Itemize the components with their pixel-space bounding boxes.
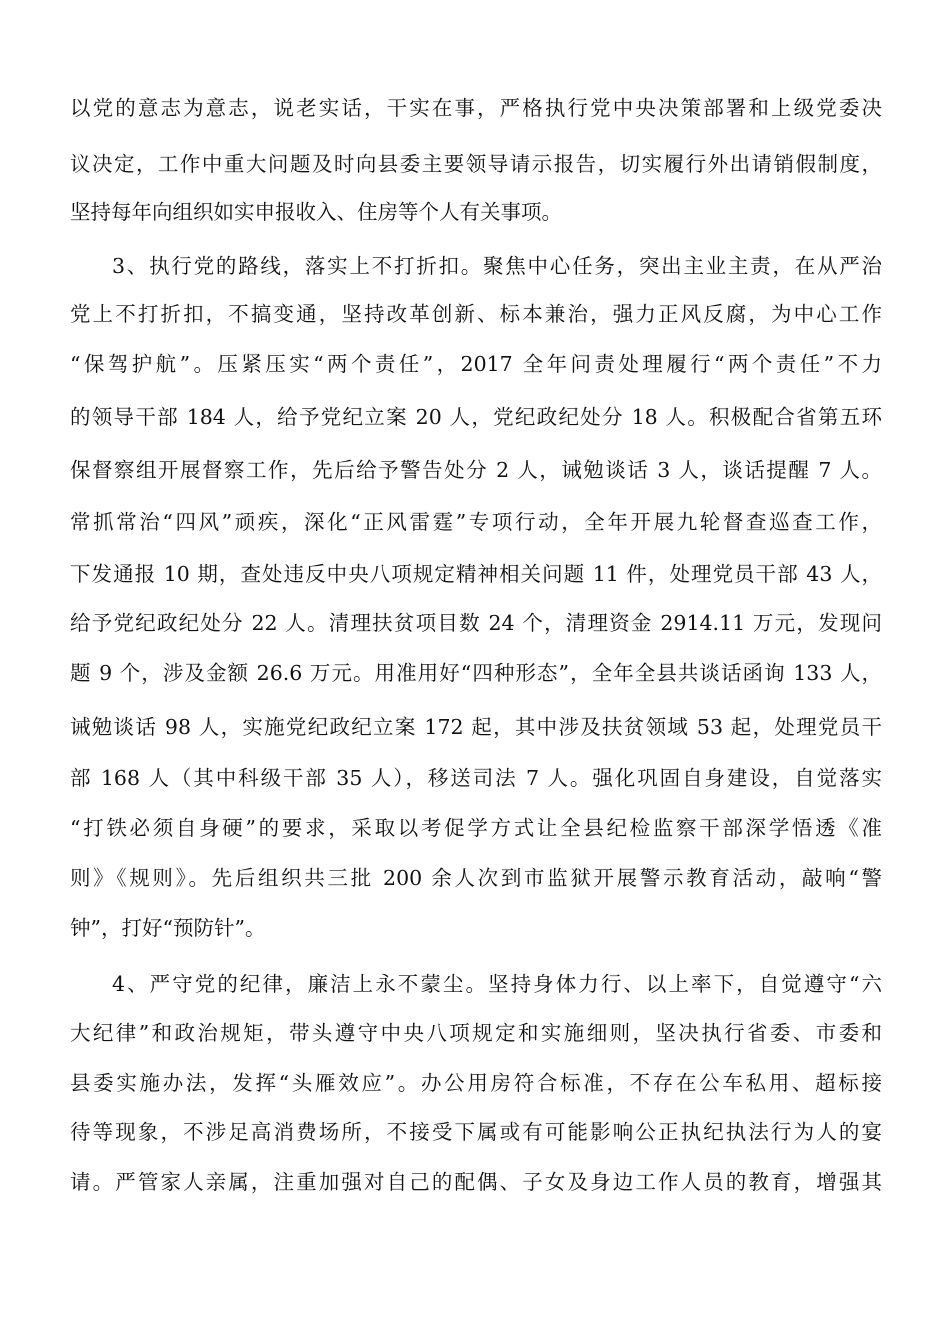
text-line: 议决定，工作中重大问题及时向县委主要领导请示报告，切实履行外出请销假制度， — [70, 152, 882, 176]
text-line: “打铁必须自身硬”的要求，采取以考促学方式让全县纪检监察干部深学悟透《准 — [70, 816, 882, 840]
text-line: 下发通报 10 期，查处违反中央八项规定精神相关问题 11 件，处理党员干部 43 人， — [70, 562, 882, 586]
text-line: 党上不打折扣，不搞变通，坚持改革创新、标本兼治，强力正风反腐，为中心工作 — [70, 302, 882, 326]
text-line: 常抓常治“四风”顽疾，深化“正风雷霆”专项行动，全年开展九轮督查巡查工作， — [70, 510, 882, 534]
text-line: 坚持每年向组织如实申报收入、住房等个人有关事项。 — [70, 200, 562, 224]
paragraph-4-first-line: 4、严守党的纪律，廉洁上永不蒙尘。坚持身体力行、以上率下，自觉遵守“六 — [112, 972, 882, 996]
text-line: 待等现象，不涉足高消费场所，不接受下属或有可能影响公正执纪执法行为人的宴 — [70, 1120, 882, 1144]
text-line: 县委实施办法，发挥“头雁效应”。办公用房符合标准，不存在公车私用、超标接 — [70, 1071, 882, 1095]
text-line: 给予党纪政纪处分 22 人。清理扶贫项目数 24 个，清理资金 2914.11 万元，发现问 — [70, 611, 882, 635]
text-line: 钟”，打好“预防针”。 — [70, 916, 266, 940]
text-line: 的领导干部 184 人，给予党纪立案 20 人，党纪政纪处分 18 人。积极配合省第五环 — [70, 405, 882, 429]
text-line: 部 168 人（其中科级干部 35 人），移送司法 7 人。强化巩固自身建设，自觉落实 — [70, 766, 882, 790]
text-line: “保驾护航”。压紧压实“两个责任”，2017 全年问责处理履行“两个责任”不力 — [70, 352, 882, 376]
text-line: 则》《规则》。先后组织共三批 200 余人次到市监狱开展警示教育活动，敲响“警 — [70, 866, 882, 890]
text-line: 题 9 个，涉及金额 26.6 万元。用准用好“四种形态”，全年全县共谈话函询 133 人， — [70, 661, 882, 685]
paragraph-3-first-line: 3、执行党的路线，落实上不打折扣。聚焦中心任务，突出主业主责，在从严治 — [112, 254, 882, 278]
text-line: 大纪律”和政治规矩，带头遵守中央八项规定和实施细则，坚决执行省委、市委和 — [70, 1021, 882, 1045]
text-line: 诫勉谈话 98 人，实施党纪政纪立案 172 起，其中涉及扶贫领域 53 起，处理党员干 — [70, 715, 882, 739]
text-line: 请。严管家人亲属，注重加强对自己的配偶、子女及身边工作人员的教育，增强其 — [70, 1170, 882, 1194]
text-line: 保督察组开展督察工作，先后给予警告处分 2 人，诫勉谈话 3 人，谈话提醒 7 人。 — [70, 458, 882, 482]
text-line: 以党的意志为意志，说老实话，干实在事，严格执行党中央决策部署和上级党委决 — [70, 96, 882, 120]
